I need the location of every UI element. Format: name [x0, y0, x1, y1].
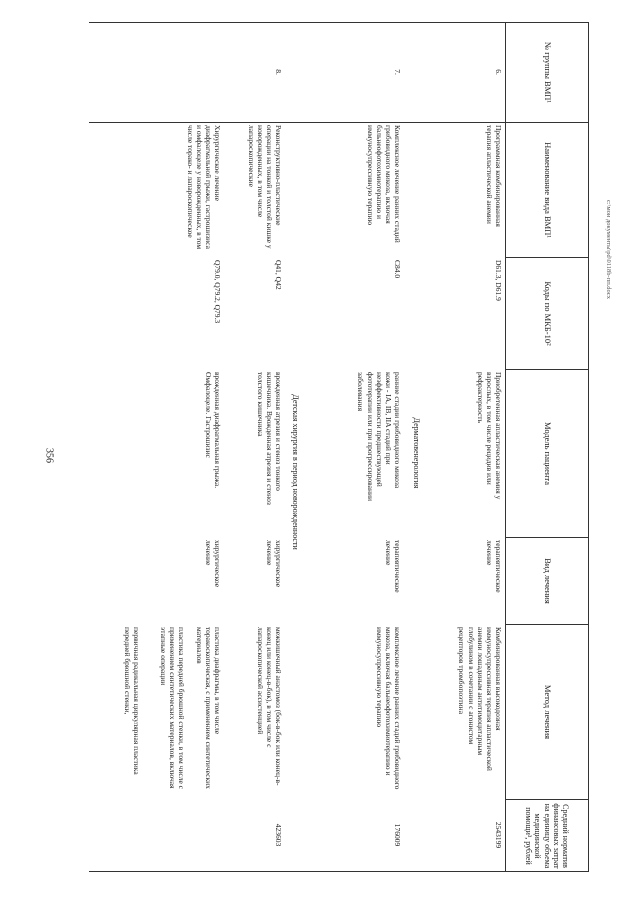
row-8b-name: Хирургическое лечение диафрагмальной грыжи, гастрошизиса и омфалоцеле у новорожденных, в том числе торако- и лапароскопическое [185, 125, 222, 250]
header-average-cost: Средний норматив финансовых затрат на единицу объема медицинской помощи³, рублей [524, 803, 570, 869]
section-neonatal-surgery: Детская хирургия в период новорожденности [291, 394, 300, 550]
column-divider [89, 122, 505, 123]
row-8-model: врожденная атрезия и стеноз тонкого кишечника. Врожденная атрезия и стеноз толстого кишечника [255, 372, 283, 505]
row-6-name: Программная комбинированная терапия апластической анемии [484, 125, 503, 227]
row-6-cost: 2543199 [494, 821, 503, 849]
table-sheet [89, 22, 589, 872]
row-8-method: межкишечный анастомоз (бок-в-бок или конец-в-конец или конец-в-бок), в том числе с лапароскопической ассистенцией [255, 627, 283, 786]
row-8-number: 8. [274, 69, 283, 75]
row-7-model: ранние стадии грибовидного микоза кожи - IA, IB, IIA стадий при неэффективности предшествующей фототерапии или при прогрессировании заболевания [356, 372, 402, 501]
row-6-method: Комбинированная высокодозная иммуносупрессивная терапия апластической анемии лошадиным антитимоцитарным глобулином в сочетании с агонистом рецепторов тромбопоэтина [457, 627, 503, 771]
header-icd-codes: Коды по МКБ-10² [506, 258, 588, 370]
row-6-type: терапевтическое лечение [484, 540, 503, 593]
header-treatment-method: Метод лечения [506, 625, 588, 800]
row-7-codes: C84.0 [393, 260, 402, 279]
row-6-codes: D61.3, D61.9 [494, 260, 503, 301]
row-7-method: комплексное лечение ранних стадий грибовидного микоза, включая бальнеофотохимиотерапию и иммуносупрессивную терапию [374, 627, 402, 790]
footer-file-path: c:\мои документы\pd\0118b-пп.docx [605, 200, 612, 299]
row-6-model: Приобретенная апластическая анемия у взрослых, в том числе рецидив или рефрактерность [475, 372, 503, 500]
row-8b-method-diaphragm: пластика диафрагмы, в том числе торакоскопическая, с применением синтетических материалов [194, 627, 222, 789]
row-8-codes: Q41, Q42 [274, 260, 283, 290]
section-dermatovenereology: Дерматовенерология [412, 417, 421, 489]
row-7-cost: 176009 [393, 823, 402, 847]
row-8-cost: 423603 [274, 823, 283, 847]
header-group-number: № группы ВМП¹ [506, 23, 588, 123]
row-8b-model: врожденная диафрагмальная грыжа. Омфалоцеле. Гастрошизис [203, 372, 222, 489]
row-8b-codes: Q79.0, Q79.2, Q79.3 [213, 260, 222, 324]
row-7-type: терапевтическое лечение [383, 540, 402, 593]
row-7-name: Комплексное лечение ранних стадий грибовидного микоза, включая бальнеофотохимиотерапию и иммуносупрессивную терапию [365, 125, 402, 243]
row-6-number: 6. [494, 69, 503, 75]
header-patient-model: Модель пациента [506, 370, 588, 538]
table-header [505, 22, 589, 872]
row-7-number: 7. [393, 69, 402, 75]
page-number: 356 [43, 448, 55, 463]
header-treatment-type: Вид лечения [506, 538, 588, 625]
header-vmp-name: Наименование вида ВМП¹ [506, 123, 588, 258]
row-8b-type: хирургическое лечение [203, 540, 222, 588]
row-8-name: Реконструктивно-пластические операции на тонкой и толстой кишке у новорожденных, в том числе лапароскопические [246, 125, 283, 249]
row-8b-method-circular-plasty: первичная радикальная циркулярная пластика передней брюшной стенки, [122, 627, 141, 775]
row-8-type: хирургическое лечение [264, 540, 283, 588]
row-8b-method-abdominal-wall: пластика передней брюшной стенки, в том числе с применением синтетических материалов, включая этапные операции [158, 627, 186, 789]
